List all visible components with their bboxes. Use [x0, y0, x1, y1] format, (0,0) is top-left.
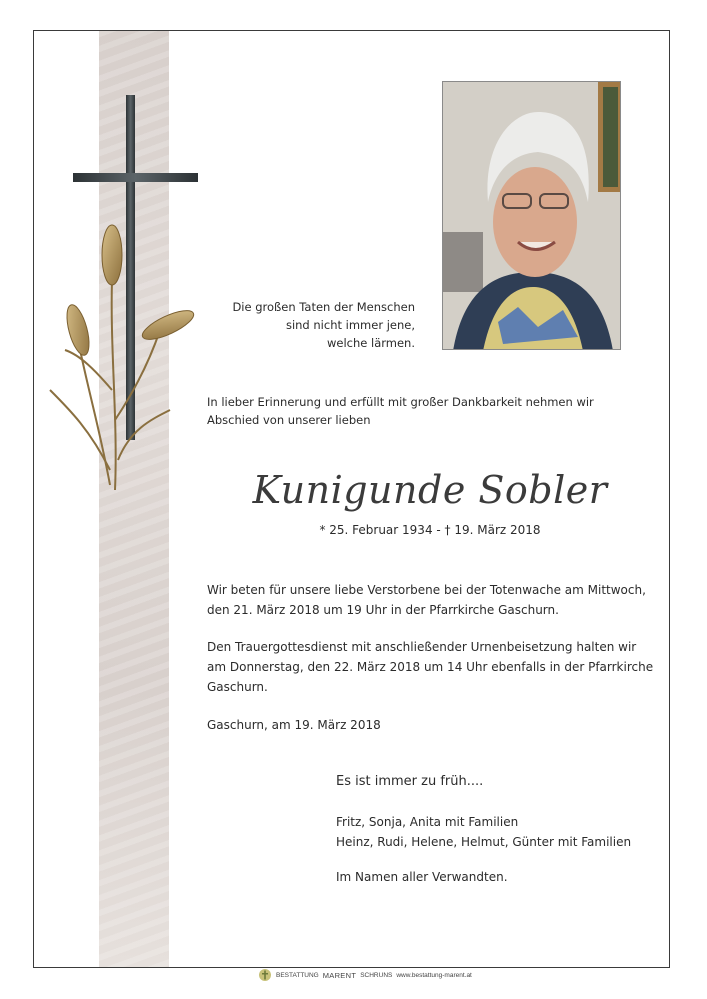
marent-logo-icon: [258, 968, 272, 982]
family-line: Fritz, Sonja, Anita mit Familien: [336, 815, 519, 829]
cross-icon: [73, 95, 198, 440]
quote-line: welche lärmen.: [326, 336, 415, 350]
wake-paragraph: Wir beten für unsere liebe Verstorbene bei der Totenwache am Mittwoch, den 21. März 2018 um 19 Uhr in der Pfarrkirche Gaschurn.: [207, 583, 646, 617]
family-list: [336, 812, 631, 852]
deceased-name: Kunigunde Sobler: [252, 468, 608, 512]
footer-town: SCHRUNS: [360, 971, 393, 979]
intro-text: In lieber Erinnerung und erfüllt mit großer Dankbarkeit nehmen wir Abschied von unserer lieben: [207, 395, 594, 427]
relatives-note: Im Namen aller Verwandten.: [336, 870, 508, 884]
family-line: Heinz, Rudi, Helene, Helmut, Günter mit Familien: [336, 835, 632, 849]
closing-phrase: Es ist immer zu früh....: [336, 774, 484, 789]
memorial-quote: [210, 298, 415, 352]
quote-line: Die großen Taten der Menschen: [232, 300, 415, 314]
funeral-home-footer: [258, 965, 472, 985]
place-date: Gaschurn, am 19. März 2018: [207, 718, 381, 732]
wheat-icon: [50, 225, 197, 490]
cross-wheat-illustration: [40, 90, 210, 510]
funeral-paragraph: Den Trauergottesdienst mit anschließender Urnenbeisetzung halten wir am Donnerstag, den 22. März 2018 um 14 Uhr ebenfalls in der Pfarrkirche Gaschurn.: [207, 640, 654, 694]
footer-url[interactable]: www.bestattung-marent.at: [396, 971, 472, 979]
footer-prefix: BESTATTUNG: [276, 971, 319, 979]
life-dates: * 25. Februar 1934 - † 19. März 2018: [319, 523, 541, 537]
quote-line: sind nicht immer jene,: [285, 318, 415, 332]
portrait-photo: [442, 81, 621, 350]
footer-brand: MARENT: [322, 970, 357, 980]
